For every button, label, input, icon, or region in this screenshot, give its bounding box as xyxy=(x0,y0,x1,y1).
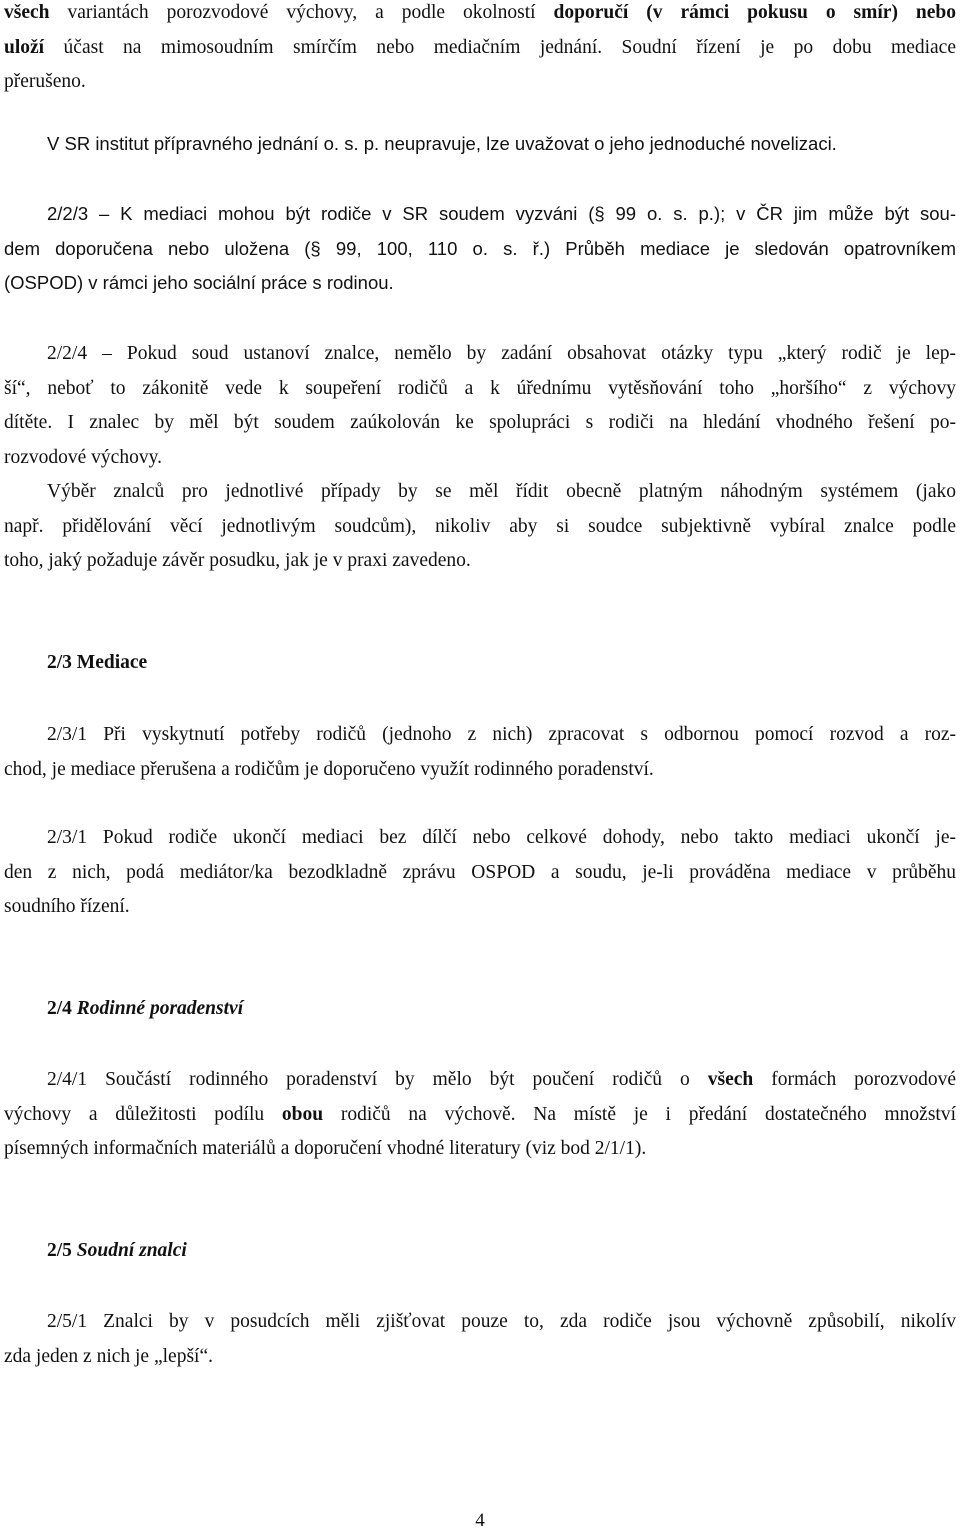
text-line: např. přidělování věcí jednotlivým soudcům), nikoliv aby si soudce subjektivně vybíral znalce podle xyxy=(4,515,956,537)
text-line: 2/2/3 – K mediaci mohou být rodiče v SR soudem vyzváni (§ 99 o. s. p.); v ČR jim může být sou- xyxy=(47,203,956,224)
section-heading-soudni-znalci xyxy=(47,1240,187,1262)
text-line xyxy=(4,31,956,66)
text-line xyxy=(4,1098,956,1133)
heading-title: Soudní znalci xyxy=(76,1240,187,1261)
paragraph-2-4-1 xyxy=(4,1063,956,1167)
text-line: rozvodové výchovy. xyxy=(4,446,162,468)
page-number: 4 xyxy=(475,1510,485,1531)
section-heading-mediace: 2/3 Mediace xyxy=(47,652,148,673)
text-line: 2/2/4 – Pokud soud ustanoví znalce, nemělo by zadání obsahovat otázky typu „který rodič je lep- xyxy=(47,343,956,364)
text-run: účast na mimosoudním smírčím nebo mediačním jednání. Soudní řízení je po dobu mediace xyxy=(44,36,956,58)
paragraph-sr-institut xyxy=(4,127,960,162)
bold-text: doporučí (v rámci pokusu o smír) nebo xyxy=(553,2,956,23)
text-run: 2/4/1 Součástí rodinného poradenství by mělo být poučení rodičů o xyxy=(47,1069,708,1090)
text-line: dem doporučena nebo uložena (§ 99, 100, 110 o. s. ř.) Průběh mediace je sledován opatrovníkem xyxy=(4,237,956,259)
text-line: chod, je mediace přerušena a rodičům je doporučeno využít rodinného poradenství. xyxy=(4,758,654,780)
text-line: 2/5/1 Znalci by v posudcích měli zjišťovat pouze to, zda rodiče jsou výchovně způsobilí, nikolív xyxy=(47,1311,956,1332)
bold-text: uloží xyxy=(4,36,45,58)
section-heading-rodinne-poradenstvi xyxy=(47,998,243,1020)
text-run: výchovy a důležitosti podílu xyxy=(4,1103,282,1125)
text-line: soudního řízení. xyxy=(4,896,130,917)
text-line: písemných informačních materiálů a doporučení vhodné literatury (viz bod 2/1/1). xyxy=(4,1138,647,1159)
text-line: dítěte. I znalec by měl být soudem zaúkolován ke spolupráci s rodiči na hledání vhodného řešení po- xyxy=(4,412,956,433)
bold-text: obou xyxy=(281,1103,324,1125)
text-line: toho, jaký požaduje závěr posudku, jak je v praxi zavedeno. xyxy=(4,550,471,571)
text-line: 2/3/1 Při vyskytnutí potřeby rodičů (jednoho z nich) zpracovat s odbornou pomocí rozvod a roz- xyxy=(47,724,956,745)
text-line xyxy=(4,0,956,31)
paragraph-2-5-1 xyxy=(4,1305,956,1374)
text-run: rodičů na výchově. Na místě je i předání dostatečného množství xyxy=(323,1103,956,1125)
heading-number: 2/4 xyxy=(47,998,77,1019)
paragraph-2-3-1a xyxy=(4,718,956,787)
text-line: V SR institut přípravného jednání o. s. p. neupravuje, lze uvažovat o jeho jednoduché novelizaci. xyxy=(47,133,837,154)
text-line: den z nich, podá mediátor/ka bezodkladně zprávu OSPOD a soudu, je-li prováděna mediace v průběhu xyxy=(4,861,956,883)
paragraph-2-2-4 xyxy=(4,337,956,579)
text-line xyxy=(4,1063,956,1098)
paragraph-2-3-1b xyxy=(4,821,956,925)
text-line: přerušeno. xyxy=(4,71,86,92)
text-run: formách porozvodové xyxy=(753,1069,956,1090)
text-run: variantách porozvodové výchovy, a podle okolností xyxy=(49,2,554,23)
heading-number: 2/5 xyxy=(47,1240,77,1261)
text-line: zda jeden z nich je „lepší“. xyxy=(4,1345,213,1367)
text-line: Výběr znalců pro jednotlivé případy by se měl řídit obecně platným náhodným systémem (jako xyxy=(47,481,956,502)
paragraph-continuation xyxy=(4,0,956,100)
text-line: 2/3/1 Pokud rodiče ukončí mediaci bez dílčí nebo celkové dohody, nebo takto mediaci ukončí je- xyxy=(47,827,956,848)
text-line: (OSPOD) v rámci jeho sociální práce s rodinou. xyxy=(4,272,394,293)
bold-text: všech xyxy=(4,2,50,23)
text-line: ší“, neboť to zákonitě vede k soupeření rodičů a k úřednímu vytěsňování toho „horšího“ z výchovy xyxy=(4,377,956,399)
bold-text: všech xyxy=(707,1069,754,1090)
paragraph-2-2-3 xyxy=(4,197,956,301)
heading-title: Rodinné poradenství xyxy=(76,998,244,1019)
